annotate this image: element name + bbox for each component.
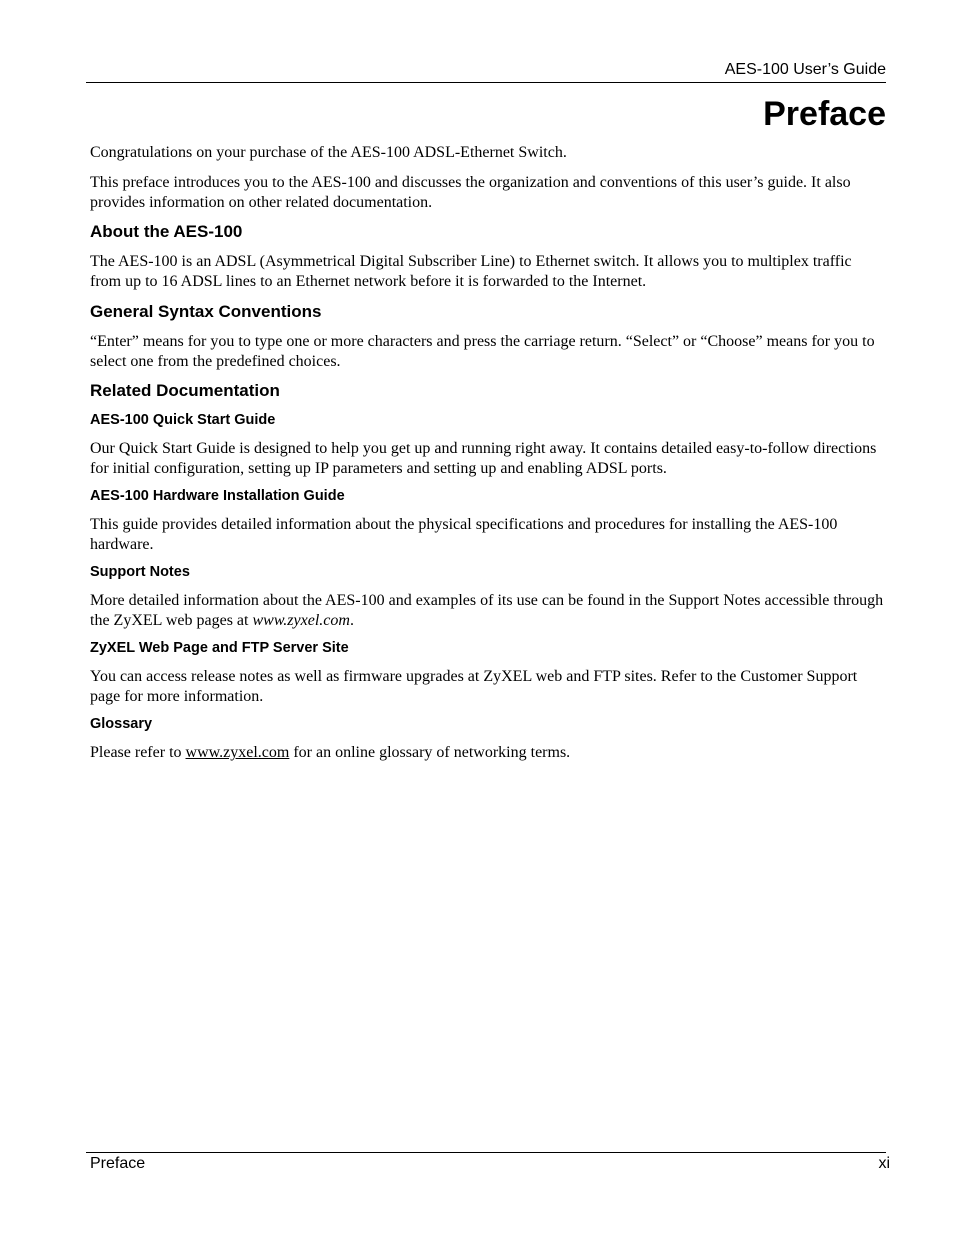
support-notes-url: www.zyxel.com — [252, 612, 350, 629]
glossary-paragraph — [90, 743, 886, 763]
glossary-text-end: for an online glossary of networking terms. — [289, 744, 571, 761]
support-notes-text-end: . — [349, 612, 354, 629]
hardware-guide-heading: AES-100 Hardware Installation Guide — [90, 488, 345, 504]
intro-paragraph-2: This preface introduces you to the AES-100 and discusses the organization and conventions of this user’s guide. It also provides information on other related documentation. — [90, 174, 851, 211]
footer-page-number: xi — [878, 1155, 890, 1172]
support-notes-paragraph — [90, 591, 886, 631]
web-ftp-paragraph: You can access release notes as well as firmware upgrades at ZyXEL web and FTP sites. Refer to the Customer Support page for more information. — [90, 668, 858, 705]
quick-start-paragraph: Our Quick Start Guide is designed to help you get up and running right away. It contains detailed easy-to-follow directions for initial configuration, setting up IP parameters and setting up and enabling ADSL ports. — [90, 440, 877, 477]
page-title: Preface — [763, 95, 886, 133]
related-documentation-heading: Related Documentation — [90, 381, 280, 400]
hardware-guide-paragraph: This guide provides detailed information about the physical specifications and procedures for installing the AES-100 hardware. — [90, 516, 838, 553]
web-ftp-heading: ZyXEL Web Page and FTP Server Site — [90, 640, 349, 656]
glossary-link[interactable]: www.zyxel.com — [185, 744, 290, 761]
support-notes-text: More detailed information about the AES-100 and examples of its use can be found in the Support Notes accessible through the ZyXEL web pages at — [90, 592, 884, 629]
header-guide-title: AES-100 User’s Guide — [724, 61, 886, 78]
support-notes-heading: Support Notes — [90, 564, 190, 580]
header-rule — [86, 82, 886, 83]
quick-start-heading: AES-100 Quick Start Guide — [90, 412, 276, 428]
about-paragraph: The AES-100 is an ADSL (Asymmetrical Digital Subscriber Line) to Ethernet switch. It allows you to multiplex traffic from up to 16 ADSL lines to an Ethernet network before it is forwarded to the Internet. — [90, 253, 852, 290]
footer-rule — [86, 1152, 886, 1153]
syntax-paragraph: “Enter” means for you to type one or more characters and press the carriage return. “Select” or “Choose” means for you to select one from the predefined choices. — [90, 333, 875, 370]
glossary-heading: Glossary — [90, 716, 153, 732]
glossary-text: Please refer to — [90, 744, 186, 761]
footer-section: Preface — [90, 1155, 146, 1172]
intro-paragraph-1: Congratulations on your purchase of the AES-100 ADSL-Ethernet Switch. — [90, 144, 567, 161]
syntax-heading: General Syntax Conventions — [90, 302, 322, 321]
about-heading: About the AES-100 — [90, 222, 243, 241]
